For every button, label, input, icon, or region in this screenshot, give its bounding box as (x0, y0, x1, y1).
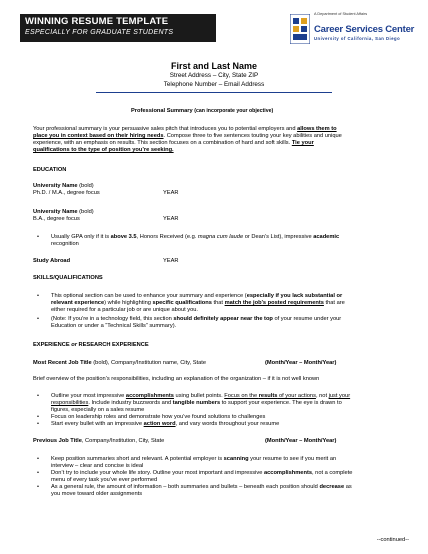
job1-bullet-1-line-3: figures, especially on a sales resume (51, 407, 145, 413)
job-title: Most Recent Job Title (33, 360, 92, 366)
job1-title-line (33, 360, 206, 367)
bullet-text: , not (315, 393, 329, 399)
gpa-text: , Honors Received (e.g. (136, 234, 198, 240)
experience-heading (33, 342, 149, 349)
header-banner (20, 14, 216, 42)
bullet-underline: responsibilities (51, 400, 89, 406)
summary-heading-note: (can incorporate your objective) (194, 108, 274, 114)
bullet-icon: • (37, 393, 39, 399)
bullet-text: . Include industry buzzwords and (88, 400, 173, 406)
job2-dates: (Month/Year – Month/Year) (265, 438, 337, 444)
job1-bullet-2: Focus on leadership roles and demonstrate how you’ve found solutions to challenges (51, 414, 266, 420)
job-company: (bold), Company/Institution name, City, State (91, 360, 207, 366)
job1-bullet-3 (51, 421, 279, 428)
banner-title: WINNING RESUME TEMPLATE (25, 16, 169, 27)
logo-dept-text: A Department of Student Affairs (314, 12, 368, 16)
skills-line-3: either required for a particular job or are unique about you. (51, 307, 199, 313)
skills-text: ) while highlighting (104, 300, 153, 306)
summary-text: . Compose three to five sentences touting your key abilities and unique (163, 133, 342, 139)
skills-emphasis: specific qualifications (152, 300, 212, 306)
gpa-emphasis: above 3.5 (110, 234, 137, 240)
summary-emphasis: allows them to (297, 126, 337, 132)
bullet-text: Outline your most impressive (51, 393, 126, 399)
skills-emphasis: should definitely appear near the top (173, 316, 273, 322)
bullet-text: , not a complete (312, 470, 353, 476)
bullet-icon: • (37, 414, 39, 420)
bullet-icon: • (37, 484, 39, 490)
university-name: University Name (33, 209, 78, 215)
bullet-text: to support your experience. The eye is drawn to (220, 400, 342, 406)
experience-heading-or: or (71, 342, 77, 348)
bullet-underline: of your actions (277, 393, 316, 399)
summary-text: experience, with an emphasis on results. This section focuses on a combination of hard and soft skills. (33, 140, 292, 146)
skills-emphasis: especially if you lack substantial or (246, 293, 343, 299)
skills-text: (Note: If you’re in a technology field, this section (51, 316, 174, 322)
gpa-emphasis: academic (313, 234, 340, 240)
bullet-emphasis: decrease (319, 484, 345, 490)
skills-line-5: Education or under a “Technical Skills” summary). (51, 323, 177, 329)
bullet-text: your resume to see if you merit an (248, 456, 337, 462)
university-note: (bold) (77, 183, 94, 189)
bullet-icon: • (37, 456, 39, 462)
experience-heading-text: RESEARCH EXPERIENCE (76, 342, 149, 348)
bullet-text: as (344, 484, 352, 490)
bullet-emphasis: results (258, 393, 278, 399)
experience-heading-text: EXPERIENCE (33, 342, 72, 348)
summary-emphasis: place you in context based on their hiring needs (33, 133, 164, 139)
study-abroad-label: Study Abroad (33, 258, 71, 264)
bullet-icon: • (37, 293, 39, 299)
bullet-icon: • (37, 234, 39, 240)
bullet-text: , and vary words throughout your resume (175, 421, 280, 427)
bullet-text: Don’t try to include your whole life story. Outline your most important and impressive (51, 470, 264, 476)
bullet-icon: • (37, 421, 39, 427)
candidate-name: First and Last Name (170, 61, 258, 71)
education-year-1: YEAR (163, 190, 179, 196)
career-services-logo (290, 12, 415, 52)
bullet-emphasis: action word (143, 421, 176, 427)
job2-bullet-2-line-2: menu of every task you’ve ever performed (51, 477, 158, 483)
skills-text: of your resume under your (272, 316, 342, 322)
bullet-text: Keep position summaries short and relevant. A potential employer is (51, 456, 224, 462)
summary-heading (131, 108, 273, 115)
summary-text: Your professional summary is your persuasive sales pitch that introduces you to potential employers and (33, 126, 298, 132)
job2-title-line (33, 438, 164, 445)
job1-dates: (Month/Year – Month/Year) (265, 360, 337, 366)
bullet-emphasis: accomplishments (125, 393, 174, 399)
skills-text: that are (323, 300, 345, 306)
street-address: Street Address – City, State ZIP (169, 72, 259, 79)
job-company: , Company/Institution, City, State (81, 438, 165, 444)
bullet-emphasis: tangible numbers (172, 400, 221, 406)
bullet-emphasis: scanning (223, 456, 249, 462)
skills-text: that (211, 300, 225, 306)
university-name: University Name (33, 183, 78, 189)
education-degree-2: B.A., degree focus (33, 216, 80, 222)
bullet-underline: Focus on the (224, 393, 259, 399)
bullet-emphasis: accomplishments (263, 470, 312, 476)
summary-emphasis: Tie your (291, 140, 314, 146)
job1-overview: Brief overview of the position’s responsibilities, including an explanation of the organization – if it is not well known (33, 376, 320, 382)
gpa-line-2: recognition (51, 241, 79, 247)
bullet-icon: • (37, 316, 39, 322)
gpa-line-1 (51, 234, 339, 241)
gpa-text: or Dean’s List), impressive (243, 234, 314, 240)
logo-university: University of California, San Diego (314, 36, 401, 41)
skills-text: This optional section can be used to enhance your summary and experience ( (51, 293, 247, 299)
education-degree-1: Ph.D. / M.A., degree focus (33, 190, 100, 196)
bullet-text: As a general rule, the amount of information – both summaries and bullets – beneath each position should (51, 484, 320, 490)
bullet-text: Start every bullet with an impressive (51, 421, 144, 427)
gpa-italic: magna cum laude (197, 234, 244, 240)
header-divider (96, 92, 332, 93)
bullet-underline: just your (328, 393, 351, 399)
skills-emphasis: match the job’s posted requirements (224, 300, 324, 306)
summary-heading-text: Professional Summary (131, 108, 193, 114)
bullet-text: using bullet points. (173, 393, 225, 399)
job2-bullet-3-line-2: you move toward older assignments (51, 491, 143, 497)
education-year-2: YEAR (163, 216, 179, 222)
bullet-icon: • (37, 470, 39, 476)
skills-heading: SKILLS/QUALIFICATIONS (33, 275, 103, 281)
study-abroad-year: YEAR (163, 258, 179, 264)
banner-subtitle: ESPECIALLY FOR GRADUATE STUDENTS (25, 29, 174, 36)
gpa-text: Usually GPA only if it is (51, 234, 111, 240)
logo-emblem-icon (290, 14, 310, 44)
summary-line-4: qualifications to the type of position you’re seeking. (33, 147, 174, 153)
phone-email: Telephone Number – Email Address (163, 81, 265, 88)
skills-emphasis: relevant experience (51, 300, 105, 306)
education-heading: EDUCATION (33, 167, 67, 173)
job2-bullet-1-line-2: interview – clear and concise is ideal (51, 463, 144, 469)
university-note: (bold) (77, 209, 94, 215)
logo-name: Career Services Center (314, 24, 415, 35)
continued-marker: --continued-- (376, 537, 409, 543)
job-title: Previous Job Title (33, 438, 82, 444)
